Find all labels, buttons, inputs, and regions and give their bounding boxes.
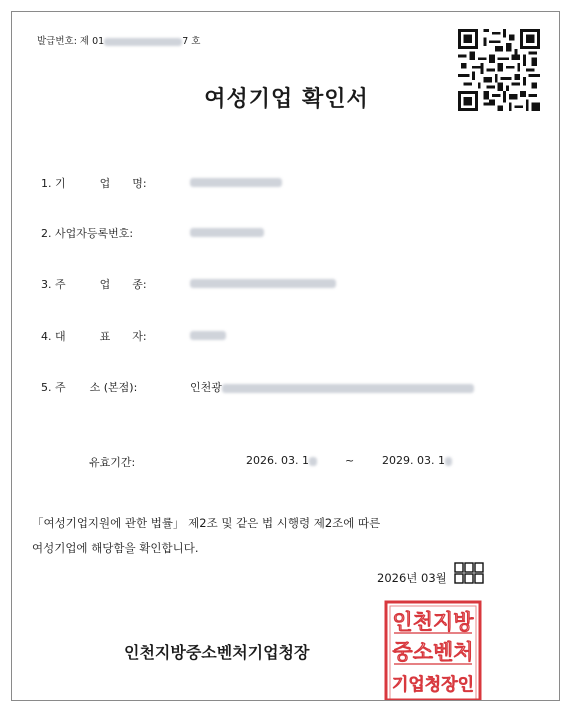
field-label-part: 5. 주	[41, 381, 66, 394]
issue-date: 2026년 03월	[377, 571, 447, 585]
seal-line-3: 기업청장인	[391, 675, 475, 695]
redacted-value	[190, 279, 336, 288]
redacted-day-mask	[454, 562, 485, 585]
address-visible-prefix: 인천광	[190, 381, 222, 394]
statement-line-2: 여성기업에 해당함을 확인합니다.	[32, 541, 199, 555]
document-frame	[11, 11, 560, 701]
redacted-day	[309, 457, 317, 466]
redacted-day	[445, 457, 452, 466]
redacted-value	[190, 228, 264, 237]
field-address	[41, 379, 222, 395]
redacted-value	[222, 384, 474, 393]
field-business-type	[41, 276, 147, 292]
field-label-part: 자:	[132, 330, 147, 343]
validity-start-date: 2026. 03. 1	[246, 454, 309, 467]
issue-number	[37, 33, 200, 47]
issue-number-suffix: 7 호	[182, 36, 201, 47]
validity-end-date: 2029. 03. 1	[382, 454, 445, 467]
field-label-part: 명:	[132, 177, 147, 190]
statement-line-1: 「여성기업지원에 관한 법률」 제2조 및 같은 법 시행령 제2조에 따른	[32, 516, 381, 530]
field-representative	[41, 328, 147, 344]
field-value	[190, 276, 336, 289]
redacted-value	[190, 178, 282, 187]
field-business-registration-number	[41, 225, 133, 241]
field-value	[190, 225, 264, 238]
field-label-part: 업	[99, 278, 111, 291]
field-value	[190, 328, 226, 341]
redacted-issue-number	[104, 38, 182, 46]
issue-number-label: 발급번호: 제 01	[37, 36, 105, 47]
field-label-part: 2. 사업자등록번호:	[41, 227, 134, 240]
confirmation-statement	[32, 511, 380, 561]
field-label-part: 소 (본점):	[89, 381, 138, 394]
field-label-part: 종:	[132, 278, 147, 291]
redacted-value	[190, 331, 226, 340]
validity-separator: ~	[345, 454, 355, 467]
validity-end	[382, 454, 452, 467]
field-value	[190, 175, 282, 188]
field-value	[190, 379, 474, 395]
document-title: 여성기업 확인서	[204, 87, 369, 112]
seal-line-1: 인천지방	[392, 610, 474, 634]
field-label-part: 1. 기	[41, 177, 66, 190]
official-seal	[384, 600, 482, 700]
validity-start	[246, 454, 317, 467]
field-company-name	[41, 175, 147, 191]
field-label-part: 3. 주	[41, 278, 66, 291]
field-label-part: 표	[99, 330, 111, 343]
field-label-part: 업	[99, 177, 111, 190]
seal-line-2: 중소벤처	[392, 640, 474, 664]
field-label-part: 4. 대	[41, 330, 66, 343]
issuer-name: 인천지방중소벤처기업청장	[124, 643, 310, 662]
validity-label: 유효기간:	[89, 456, 136, 469]
